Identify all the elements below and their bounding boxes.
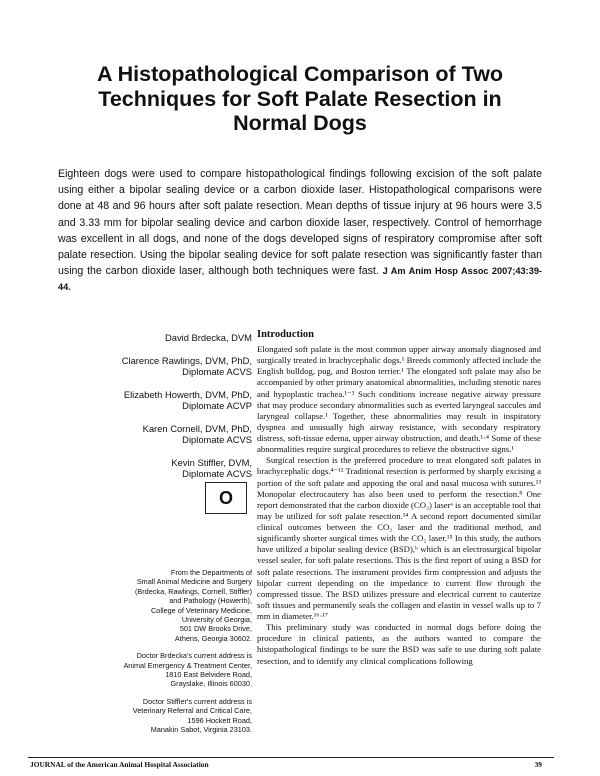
author-list [60, 332, 252, 491]
brdecka-address [60, 651, 252, 689]
author-name: Karen Cornell, DVM, PhD, [142, 422, 252, 434]
section-heading: Introduction [257, 329, 314, 340]
stiffler-address [60, 697, 252, 735]
affiliation-line: Small Animal Medicine and Surgery [136, 577, 252, 587]
author-name: Elizabeth Howerth, DVM, PhD, [123, 388, 252, 400]
affiliation-line: College of Veterinary Medicine, [151, 605, 252, 615]
author-name: David Brdecka, DVM [164, 332, 252, 343]
body-paragraph: Elongated soft palate is the most common upper airway anomaly diagnosed and surgically treated in brachycephalic dogs.¹ Breeds commonly affected include the English bulldog, pug, and Boston terrier.¹ The elongated soft palate may also be accompanied by other primary anatomical abnormalities, including stenotic nares and hypoplastic trachea.¹⁻³ Such conditions increase negative airway pressure that may produce secondary abnormalities such as everted laryngeal saccules and laryngeal collapse.¹ Together, these abnormalities may result in inspiratory dyspnea and unusually high airway resistance, with secondary respiratory distress, soft-tissue edema, upper airway obstruction, and death.¹·⁴ Some of these abnormalities require surgical procedures to relieve the obstructive signs.¹ [257, 344, 541, 455]
affiliation-line: Doctor Brdecka's current address is [136, 651, 252, 661]
footer-divider [28, 757, 554, 758]
author-credential: Diplomate ACVP [182, 400, 252, 411]
author-credential: Diplomate ACVS [182, 468, 252, 479]
author-entry [60, 423, 252, 446]
author-name: Clarence Rawlings, DVM, PhD, [121, 354, 252, 366]
author-entry [60, 332, 252, 344]
abstract-text: Eighteen dogs were used to compare histopathological findings following excision of the soft palate using either a bipolar sealing device or a carbon dioxide laser. Histopathological comparisons were done at 48 and 96 hours after soft palate resection. Mean depths of tissue injury at 96 hours were 3.5 and 3.33 mm for bipolar sealing device and carbon dioxide laser, respectively. Control of hemorrhage was excellent in all dogs, and none of the dogs developed signs of respiratory compromise after soft palate resection. Using the bipolar sealing device for soft palate resection was significantly faster than using the carbon dioxide laser, although both techniques were fast. [58, 168, 542, 278]
affiliations [60, 568, 252, 743]
body-paragraph: Surgical resection is the preferred procedure to treat elongated soft palates in brachycephalic dogs.⁴⁻¹² Traditional resection is performed by sharply excising a portion of the soft palate and apposing the oral and nasal mucosa with sutures.¹³ Monopolar electrocautery has also been used to perform the resection.⁸ One report demonstrated that the carbon dioxide (CO₂) laserᵃ is an acceptable tool that may be utilized for soft palate resection.¹⁴ A second report documented similar clinical outcomes between the CO₂ laser and the traditional method, and significantly shorter surgical times with the CO₂ laser.¹⁵ In this study, the authors have utilized a bipolar sealing device (BSD),ᵇ which is an electrosurgical bipolar vessel sealer, for soft palate resections. This is the first report of using a BSD for soft palate resections. The instrument provides firm compression and adjusts the bipolar current depending on the impedance to current flow through the compressed tissue. The BSD utilizes pressure and electrical current to cauterize soft tissues and permanently seals the collagen and elastin in vessel walls up to 7 mm in diameter.¹⁶·¹⁷ [257, 455, 541, 621]
introduction-section [257, 329, 541, 667]
author-credential: Diplomate ACVS [182, 366, 252, 377]
affiliation-line: University of Georgia, [181, 615, 252, 625]
article-type-badge: O [205, 482, 247, 514]
abstract [58, 166, 542, 296]
affiliation-line: Doctor Stiffler's current address is [142, 696, 252, 706]
title-line: Techniques for Soft Palate Resection in [98, 86, 502, 111]
affiliation-line: Grayslake, Illinois 60030. [170, 679, 252, 689]
body-paragraph: This preliminary study was conducted in normal dogs before doing the procedure in clinical patients, as the authors wanted to compare the histopathological findings to be sure the BSD was safe to use during soft palate resection, and to identify any clinical complications following [257, 622, 541, 666]
department-affiliation [60, 568, 252, 643]
author-name: Kevin Stiffler, DVM, [171, 456, 252, 468]
affiliation-line: 1596 Hockett Road, [187, 715, 252, 725]
author-entry [60, 457, 252, 480]
affiliation-line: and Pathology (Howerth), [169, 596, 252, 606]
author-entry [60, 355, 252, 378]
journal-citation: J Am Anim Hosp Assoc 2007;43:39-44. [58, 266, 542, 293]
author-entry [60, 389, 252, 412]
title-line: A Histopathological Comparison of Two [96, 62, 504, 86]
journal-name: JOURNAL of the American Animal Hospital Association [30, 760, 209, 769]
affiliation-line: 501 DW Brooks Drive, [179, 624, 252, 634]
affiliation-line: Veterinary Referral and Critical Care, [132, 706, 252, 716]
article-title [40, 62, 560, 136]
affiliation-line: Manakin Sabot, Virginia 23103. [150, 725, 252, 735]
title-line: Normal Dogs [233, 111, 367, 135]
affiliation-line: 1810 East Belvidere Road, [165, 670, 252, 680]
page-number: 39 [534, 760, 542, 769]
affiliation-line: Animal Emergency & Treatment Center, [123, 660, 252, 670]
affiliation-line: Athens, Georgia 30602. [174, 633, 252, 643]
affiliation-line: From the Departments of [170, 568, 252, 577]
author-credential: Diplomate ACVS [182, 434, 252, 445]
affiliation-line: (Brdecka, Rawlings, Cornell, Stiffler) [134, 586, 252, 596]
